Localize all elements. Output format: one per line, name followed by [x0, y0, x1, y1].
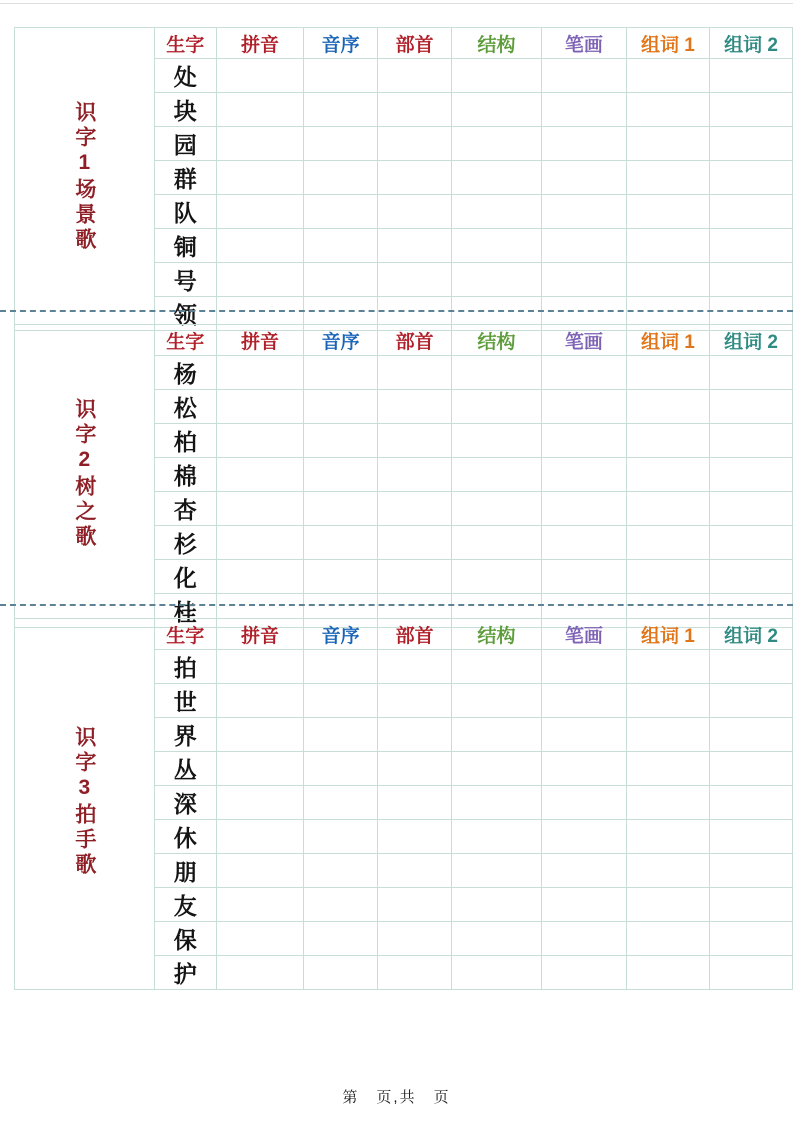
section-label: 识字3拍手歌	[72, 725, 96, 878]
empty-cell	[710, 820, 793, 854]
empty-cell	[303, 922, 377, 956]
col-header-bushou: 部首	[378, 28, 452, 59]
empty-cell	[303, 263, 377, 297]
col-header-zuci2: 组词 2	[710, 325, 793, 356]
character-cell: 号	[154, 263, 216, 297]
empty-cell	[542, 650, 626, 684]
empty-cell	[451, 888, 541, 922]
empty-cell	[542, 59, 626, 93]
empty-cell	[378, 195, 452, 229]
character-cell: 保	[154, 922, 216, 956]
empty-cell	[303, 684, 377, 718]
empty-cell	[626, 922, 710, 956]
character-cell: 界	[154, 718, 216, 752]
empty-cell	[217, 356, 304, 390]
empty-cell	[378, 820, 452, 854]
empty-cell	[626, 526, 710, 560]
empty-cell	[451, 684, 541, 718]
table-literacy-2	[14, 324, 793, 628]
col-header-yinxu: 音序	[303, 619, 377, 650]
empty-cell	[378, 684, 452, 718]
col-header-bihua: 笔画	[542, 325, 626, 356]
col-header-bushou: 部首	[378, 325, 452, 356]
empty-cell	[626, 820, 710, 854]
empty-cell	[626, 161, 710, 195]
empty-cell	[710, 684, 793, 718]
empty-cell	[217, 956, 304, 990]
empty-cell	[710, 922, 793, 956]
empty-cell	[710, 161, 793, 195]
col-header-shengzi: 生字	[154, 325, 216, 356]
col-header-pinyin: 拼音	[217, 325, 304, 356]
empty-cell	[303, 390, 377, 424]
empty-cell	[303, 820, 377, 854]
dashed-separator-1	[0, 310, 793, 312]
empty-cell	[303, 59, 377, 93]
empty-cell	[542, 786, 626, 820]
empty-cell	[542, 922, 626, 956]
character-cell: 杨	[154, 356, 216, 390]
character-cell: 群	[154, 161, 216, 195]
character-cell: 休	[154, 820, 216, 854]
empty-cell	[710, 458, 793, 492]
empty-cell	[451, 820, 541, 854]
empty-cell	[303, 492, 377, 526]
empty-cell	[451, 424, 541, 458]
empty-cell	[451, 93, 541, 127]
character-cell: 棉	[154, 458, 216, 492]
empty-cell	[542, 161, 626, 195]
empty-cell	[378, 956, 452, 990]
empty-cell	[217, 560, 304, 594]
empty-cell	[217, 229, 304, 263]
character-cell: 化	[154, 560, 216, 594]
empty-cell	[542, 888, 626, 922]
col-header-zuci2: 组词 2	[710, 619, 793, 650]
empty-cell	[710, 59, 793, 93]
empty-cell	[451, 161, 541, 195]
empty-cell	[303, 650, 377, 684]
empty-cell	[217, 127, 304, 161]
empty-cell	[217, 684, 304, 718]
empty-cell	[303, 356, 377, 390]
empty-cell	[303, 560, 377, 594]
empty-cell	[217, 93, 304, 127]
empty-cell	[710, 752, 793, 786]
empty-cell	[378, 786, 452, 820]
character-cell: 朋	[154, 854, 216, 888]
header-row	[15, 28, 793, 59]
empty-cell	[626, 684, 710, 718]
empty-cell	[710, 888, 793, 922]
empty-cell	[217, 424, 304, 458]
empty-cell	[378, 458, 452, 492]
empty-cell	[303, 752, 377, 786]
empty-cell	[710, 854, 793, 888]
header-row	[15, 619, 793, 650]
empty-cell	[542, 424, 626, 458]
empty-cell	[217, 161, 304, 195]
empty-cell	[710, 263, 793, 297]
character-cell: 护	[154, 956, 216, 990]
empty-cell	[626, 263, 710, 297]
empty-cell	[626, 424, 710, 458]
col-header-pinyin: 拼音	[217, 28, 304, 59]
empty-cell	[710, 560, 793, 594]
empty-cell	[303, 854, 377, 888]
empty-cell	[542, 356, 626, 390]
empty-cell	[451, 458, 541, 492]
empty-cell	[451, 127, 541, 161]
empty-cell	[378, 492, 452, 526]
empty-cell	[303, 786, 377, 820]
empty-cell	[303, 93, 377, 127]
empty-cell	[710, 356, 793, 390]
empty-cell	[542, 526, 626, 560]
dashed-separator-2	[0, 604, 793, 606]
empty-cell	[626, 786, 710, 820]
empty-cell	[303, 195, 377, 229]
character-cell: 松	[154, 390, 216, 424]
empty-cell	[303, 956, 377, 990]
empty-cell	[626, 718, 710, 752]
section-label: 识字1场景歌	[72, 100, 96, 253]
empty-cell	[378, 752, 452, 786]
character-cell: 柏	[154, 424, 216, 458]
empty-cell	[217, 390, 304, 424]
character-cell: 深	[154, 786, 216, 820]
empty-cell	[217, 59, 304, 93]
empty-cell	[217, 888, 304, 922]
character-cell: 杉	[154, 526, 216, 560]
col-header-jiegou: 结构	[451, 325, 541, 356]
empty-cell	[303, 229, 377, 263]
empty-cell	[378, 263, 452, 297]
empty-cell	[451, 854, 541, 888]
empty-cell	[451, 263, 541, 297]
empty-cell	[217, 786, 304, 820]
empty-cell	[303, 458, 377, 492]
empty-cell	[451, 526, 541, 560]
col-header-jiegou: 结构	[451, 619, 541, 650]
empty-cell	[626, 127, 710, 161]
empty-cell	[542, 390, 626, 424]
character-cell: 处	[154, 59, 216, 93]
empty-cell	[542, 263, 626, 297]
empty-cell	[542, 93, 626, 127]
section-label-cell	[15, 325, 155, 628]
empty-cell	[710, 650, 793, 684]
character-cell: 铜	[154, 229, 216, 263]
empty-cell	[451, 752, 541, 786]
col-header-zuci1: 组词 1	[626, 325, 710, 356]
character-cell: 园	[154, 127, 216, 161]
empty-cell	[626, 195, 710, 229]
empty-cell	[451, 195, 541, 229]
empty-cell	[378, 424, 452, 458]
empty-cell	[378, 229, 452, 263]
empty-cell	[378, 526, 452, 560]
section-label: 识字2树之歌	[72, 397, 96, 550]
empty-cell	[626, 956, 710, 990]
empty-cell	[542, 458, 626, 492]
empty-cell	[451, 956, 541, 990]
col-header-yinxu: 音序	[303, 28, 377, 59]
empty-cell	[378, 718, 452, 752]
character-cell: 拍	[154, 650, 216, 684]
character-cell: 队	[154, 195, 216, 229]
empty-cell	[217, 492, 304, 526]
empty-cell	[303, 424, 377, 458]
empty-cell	[626, 229, 710, 263]
table-literacy-3	[14, 618, 793, 990]
empty-cell	[626, 93, 710, 127]
page-top-divider	[0, 3, 793, 4]
empty-cell	[542, 956, 626, 990]
empty-cell	[626, 390, 710, 424]
empty-cell	[378, 888, 452, 922]
empty-cell	[710, 424, 793, 458]
col-header-bihua: 笔画	[542, 28, 626, 59]
empty-cell	[451, 718, 541, 752]
section-label-cell	[15, 28, 155, 331]
empty-cell	[303, 161, 377, 195]
empty-cell	[378, 922, 452, 956]
empty-cell	[451, 59, 541, 93]
col-header-bihua: 笔画	[542, 619, 626, 650]
empty-cell	[217, 650, 304, 684]
empty-cell	[378, 93, 452, 127]
empty-cell	[378, 650, 452, 684]
empty-cell	[542, 492, 626, 526]
empty-cell	[542, 752, 626, 786]
empty-cell	[217, 458, 304, 492]
empty-cell	[378, 161, 452, 195]
empty-cell	[217, 854, 304, 888]
empty-cell	[542, 560, 626, 594]
character-cell: 桂	[154, 594, 216, 628]
empty-cell	[710, 956, 793, 990]
page-footer: 第 页,共 页	[342, 1089, 451, 1106]
col-header-jiegou: 结构	[451, 28, 541, 59]
col-header-shengzi: 生字	[154, 619, 216, 650]
empty-cell	[451, 560, 541, 594]
empty-cell	[451, 922, 541, 956]
empty-cell	[451, 390, 541, 424]
empty-cell	[217, 752, 304, 786]
empty-cell	[710, 786, 793, 820]
empty-cell	[378, 390, 452, 424]
empty-cell	[542, 195, 626, 229]
section-label-cell	[15, 619, 155, 990]
empty-cell	[710, 718, 793, 752]
empty-cell	[710, 390, 793, 424]
empty-cell	[626, 888, 710, 922]
empty-cell	[626, 59, 710, 93]
character-cell: 块	[154, 93, 216, 127]
empty-cell	[710, 127, 793, 161]
header-row	[15, 325, 793, 356]
empty-cell	[451, 650, 541, 684]
character-cell: 世	[154, 684, 216, 718]
table-literacy-1	[14, 27, 793, 331]
empty-cell	[542, 854, 626, 888]
empty-cell	[626, 650, 710, 684]
empty-cell	[378, 854, 452, 888]
empty-cell	[710, 492, 793, 526]
col-header-yinxu: 音序	[303, 325, 377, 356]
col-header-zuci1: 组词 1	[626, 28, 710, 59]
empty-cell	[710, 526, 793, 560]
empty-cell	[217, 820, 304, 854]
empty-cell	[451, 356, 541, 390]
empty-cell	[710, 93, 793, 127]
col-header-zuci2: 组词 2	[710, 28, 793, 59]
empty-cell	[710, 229, 793, 263]
empty-cell	[303, 718, 377, 752]
empty-cell	[303, 127, 377, 161]
character-cell: 丛	[154, 752, 216, 786]
character-cell: 杏	[154, 492, 216, 526]
empty-cell	[626, 356, 710, 390]
empty-cell	[378, 127, 452, 161]
col-header-bushou: 部首	[378, 619, 452, 650]
character-cell: 领	[154, 297, 216, 331]
empty-cell	[451, 786, 541, 820]
empty-cell	[542, 229, 626, 263]
empty-cell	[217, 195, 304, 229]
empty-cell	[378, 356, 452, 390]
col-header-pinyin: 拼音	[217, 619, 304, 650]
empty-cell	[217, 718, 304, 752]
empty-cell	[217, 263, 304, 297]
empty-cell	[542, 684, 626, 718]
empty-cell	[626, 854, 710, 888]
empty-cell	[710, 195, 793, 229]
empty-cell	[303, 526, 377, 560]
empty-cell	[626, 458, 710, 492]
empty-cell	[626, 560, 710, 594]
empty-cell	[217, 526, 304, 560]
col-header-zuci1: 组词 1	[626, 619, 710, 650]
empty-cell	[542, 127, 626, 161]
empty-cell	[542, 718, 626, 752]
empty-cell	[378, 560, 452, 594]
empty-cell	[626, 752, 710, 786]
empty-cell	[626, 492, 710, 526]
col-header-shengzi: 生字	[154, 28, 216, 59]
empty-cell	[451, 492, 541, 526]
empty-cell	[378, 59, 452, 93]
character-cell: 友	[154, 888, 216, 922]
empty-cell	[217, 922, 304, 956]
empty-cell	[542, 820, 626, 854]
empty-cell	[451, 229, 541, 263]
empty-cell	[303, 888, 377, 922]
